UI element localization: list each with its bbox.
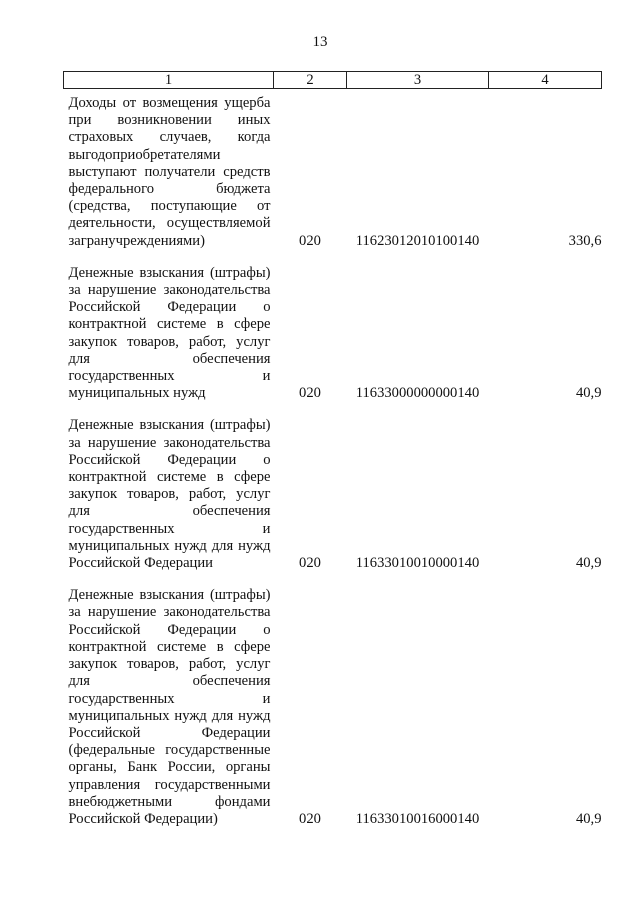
row-code: 020 xyxy=(299,810,321,827)
row-name: Денежные взыскания (штрафы) за нарушение законодательства Российской Федерации о контрактной системе в сфере закупок товаров, работ, услуг для обеспечения государственных и муниципальных нужд для нужд Российской Федерации (федеральные государственные органы, Банк России, органы управления государственными внебюджетными фондами Российской Федерации) xyxy=(68,587,271,827)
row-code: 020 xyxy=(299,232,321,249)
row-amount: 40,9 xyxy=(575,385,602,402)
row-code: 020 xyxy=(299,555,321,572)
row-name: Денежные взыскания (штрафы) за нарушение законодательства Российской Федерации о контрактной системе в сфере закупок товаров, работ, услуг для обеспечения государственных и муниципальных нужд для нужд Российской Федерации xyxy=(68,417,271,572)
row-amount: 330,6 xyxy=(568,232,602,249)
header-col-4: 4 xyxy=(489,72,602,89)
table-row xyxy=(64,587,602,828)
header-col-3: 3 xyxy=(347,72,489,89)
table-row xyxy=(64,95,602,250)
row-kbk: 11633010016000140 xyxy=(355,810,480,827)
row-kbk: 11633000000000140 xyxy=(355,385,480,402)
budget-table xyxy=(63,71,602,828)
row-kbk: 11633010010000140 xyxy=(355,555,480,572)
row-name: Доходы от возмещения ущерба при возникновении иных страховых случаев, когда выгодоприобретателями выступают получатели средств федерального бюджета (средства, поступающие от деятельности, осуществляемой загранучреждениями) xyxy=(68,95,271,249)
row-amount: 40,9 xyxy=(575,810,602,827)
header-row xyxy=(64,72,602,89)
header-col-2: 2 xyxy=(274,72,347,89)
row-name: Денежные взыскания (штрафы) за нарушение законодательства Российской Федерации о контрактной системе в сфере закупок товаров, работ, услуг для обеспечения государственных и муниципальных нужд xyxy=(68,264,271,402)
table-row xyxy=(64,417,602,572)
header-col-1: 1 xyxy=(64,72,274,89)
row-amount: 40,9 xyxy=(575,555,602,572)
page-number: 13 xyxy=(312,34,328,50)
row-code: 020 xyxy=(299,385,321,402)
row-kbk: 11623012010100140 xyxy=(355,232,480,249)
table-row xyxy=(64,265,602,403)
